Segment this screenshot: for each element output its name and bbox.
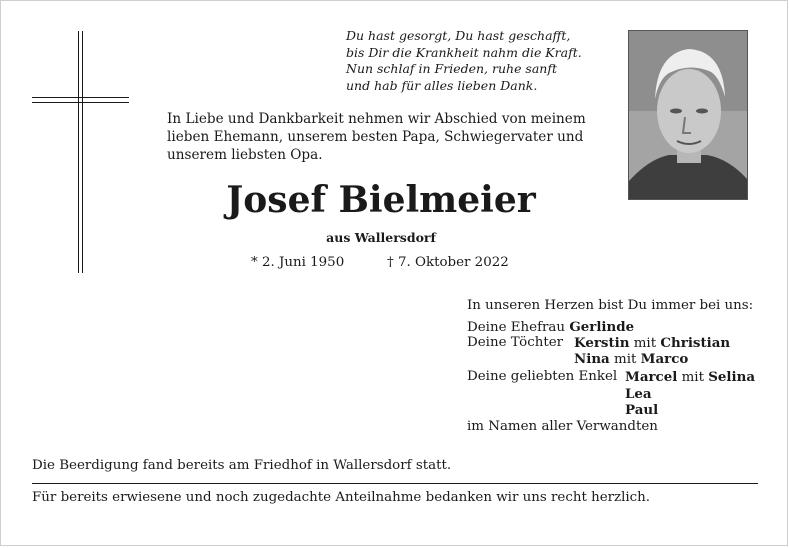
death-date: † 7. Oktober 2022 (387, 255, 509, 270)
partner-name: Marco (640, 351, 689, 367)
connector-word: mit (614, 352, 637, 367)
portrait-image (629, 31, 747, 199)
family-grandchildren-label: Deine geliebten Enkel (467, 369, 618, 384)
deceased-name: Josef Bielmeier (226, 179, 536, 221)
grandchild-name: Marcel (625, 369, 678, 385)
family-grandchild3 (625, 402, 658, 420)
daughter-name: Kerstin (574, 335, 630, 351)
poem-line: bis Dir die Krankheit nahm die Kraft. (346, 44, 582, 60)
wife-name: Gerlinde (569, 319, 635, 335)
intro-line: unserem liebsten Opa. (167, 147, 323, 163)
family-grandchild1-line (625, 369, 755, 387)
funeral-notice: Die Beerdigung fand bereits am Friedhof in Wallersdorf statt. (32, 458, 452, 473)
daughter-name: Nina (574, 351, 610, 367)
intro-text (167, 110, 586, 164)
intro-line: lieben Ehemann, unserem besten Papa, Schwiegervater und (167, 129, 584, 145)
family-daughters-label: Deine Töchter (467, 335, 564, 350)
poem-line: Nun schlaf in Frieden, ruhe sanft (346, 61, 558, 76)
family-closing: im Namen aller Verwandten (467, 419, 658, 434)
grandchild-name: Paul (625, 402, 659, 418)
connector-word: mit (633, 336, 657, 351)
wife-label: Deine Ehefrau (467, 320, 566, 335)
family-wife-line (467, 319, 634, 337)
family-grandchild2 (625, 386, 652, 404)
family-heading: In unseren Herzen bist Du immer bei uns: (467, 298, 754, 313)
partner-name: Christian (660, 335, 731, 351)
family-daughter2-line (574, 351, 688, 369)
poem-line: Du hast gesorgt, Du hast geschafft, (346, 28, 571, 43)
intro-line: In Liebe und Dankbarkeit nehmen wir Abschied von meinem (167, 111, 586, 127)
portrait-photo (628, 30, 748, 200)
memorial-poem (346, 28, 582, 94)
deceased-origin: aus Wallersdorf (326, 230, 436, 245)
divider-line (32, 483, 758, 484)
family-daughter1-line (574, 335, 730, 353)
poem-line: und hab für alles lieben Dank. (346, 77, 538, 93)
thanks-notice: Für bereits erwiesene und noch zugedachte Anteilnahme bedanken wir uns recht herzlich. (32, 490, 651, 505)
connector-word: mit (681, 370, 704, 385)
grandchild-partner-name: Selina (708, 369, 756, 385)
birth-date: * 2. Juni 1950 (251, 255, 345, 270)
grandchild-name: Lea (625, 386, 652, 402)
